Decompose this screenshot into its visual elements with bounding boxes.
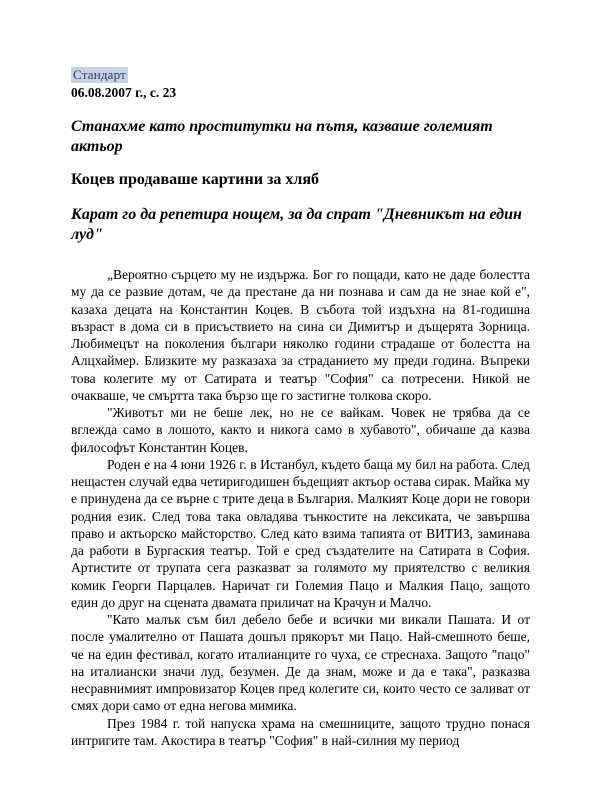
newspaper-masthead: Стандарт: [73, 67, 127, 82]
article-paragraph: "Като малък съм бил дебело бебе и всички ми викали Пашата. И от после умалително от Пашата дошъл прякорът ми Пацо. Най-смешното беше, че на един фестивал, когато италианците го чуха, се стреснаха. Защото "пацо" на италиански значи луд, безумен. Де да знам, може и да е така", разказва несравнимият импровизатор Коцев пред колегите си, които често се заливат от смях дори само от една негова мимика.: [71, 612, 530, 714]
dateline: 06.08.2007 г., с. 23: [71, 85, 177, 100]
article-paragraph: Роден е на 4 юни 1926 г. в Истанбул, където баща му бил на работа. След нещастен случай едва четиригодишен бъдещият актьор остава сирак. Майка му е принудена да се върне с трите деца в България. Малкият Коце дори не говори родния език. След това така овладява тънкостите на лексиката, че завършва право и актьорско майсторство. След като взима тапията от ВИТИЗ, заминава да работи в Бургаския театър. Той е сред създателите на Сатирата в София. Артистите от трупата сега разказват за голямото му приятелство с великия комик Георги Парцалев. Наричат ги Големия Пацо и Малкия Пацо, защото един до друг на сцената двамата приличат на Крачун и Малчо.: [71, 456, 530, 610]
headline-lead: Карат го да репетира нощем, за да спрат "Дневникът на един луд": [71, 206, 522, 243]
article-paragraph: „Вероятно сърцето му не издържа. Бог го пощади, като не даде болестта му да се развие дотам, че да престане да ни познава и сам да не знае кой е", казаха децата на Константин Коцев. В събота той издъхна на 81-годишна възраст в дома си в присъствието на сина си Димитър и дъщерята Зорница. Любимецът на поколения българи няколко години страдаше от болестта на Алцхаймер. Близките му разказаха за страданието му преди година. Въпреки това колегите му от Сатирата и театър "София" са потресени. Никой не очакваше, че смъртта така бързо ще го застигне толкова скоро.: [71, 267, 530, 403]
article-paragraph: "Животът ми не беше лек, но не се вайкам. Човек не трябва да се вглежда само в лошото, както и никога само в хубавото", обичаше да казва философът Константин Коцев.: [71, 405, 530, 455]
article-body: [71, 266, 530, 749]
headline-sub: Коцев продаваше картини за хляб: [71, 171, 320, 188]
headline-main: Станахме като проститутки на пътя, казваше големият актьор: [71, 118, 493, 155]
article-paragraph: През 1984 г. той напуска храма на смешниците, защото трудно понася интригите там. Акостира в театър "София" в най-силния му период: [71, 715, 530, 748]
